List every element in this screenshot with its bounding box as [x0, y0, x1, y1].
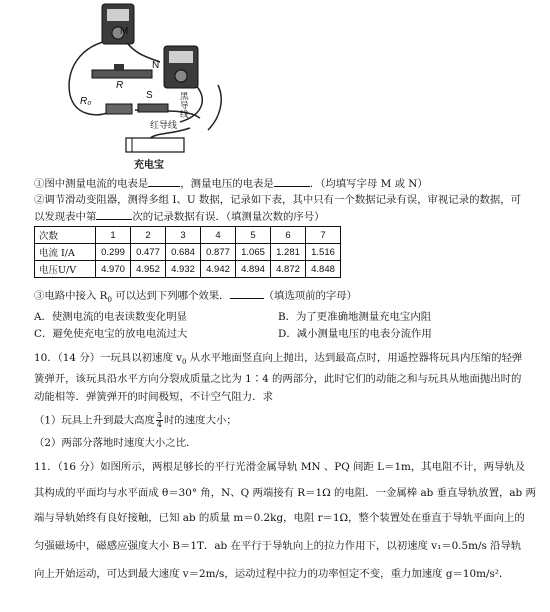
- switch-s: [138, 104, 168, 112]
- label-s: S: [146, 90, 153, 101]
- meter-n-display: [169, 51, 193, 63]
- problem-10-line-3: 动能相等．弹簧弹开的时间极短，不计空气阻力．求: [34, 391, 273, 403]
- table-header-row: [35, 227, 341, 244]
- question-2-line-2: [34, 210, 526, 224]
- table-cell: 4.952: [131, 261, 166, 278]
- q3-subscript: 0: [107, 296, 112, 305]
- problem-10-question-2: （2）两部分落地时速度大小之比．: [34, 437, 197, 449]
- question-2-line-1: ②调节滑动变阻器，测得多组 I、U 数据，记录如下表，其中只有一个数据记录有误，审视记录的数据，可: [34, 194, 522, 206]
- p10-subscript: 0: [182, 358, 187, 367]
- label-black-wire: 黑导线: [180, 91, 189, 119]
- table-row-current: [35, 244, 341, 261]
- table-cell: 1.281: [271, 244, 306, 261]
- table-cell: 4.848: [306, 261, 341, 278]
- p10-text-b: 从水平地面竖直向上抛出，达到最高点时，用遥控器将玩具内压缩的轻弹: [186, 352, 523, 364]
- problem-11-line-3: 端与导轨始终有良好接触，已知 ab 的质量 m＝0.2kg，电阻 r＝1Ω，整个装置处在垂直于导轨平面向上的: [34, 512, 525, 524]
- table-cell: 1.516: [306, 244, 341, 261]
- q1-text: ①图中测量电流的电表是: [34, 178, 149, 190]
- table-cell: 0.477: [131, 244, 166, 261]
- table-row-voltage: [35, 261, 341, 278]
- q1-text-c: ．（均填写字母 M 或 N）: [309, 178, 428, 190]
- answer-blank-voltage-meter[interactable]: [274, 177, 310, 187]
- table-header-cell: 5: [236, 227, 271, 244]
- question-3: [34, 289, 526, 307]
- answer-blank-effect[interactable]: [230, 289, 264, 299]
- p10-q1-text-b: 时的速度大小；: [164, 414, 237, 427]
- table-cell: 0.877: [201, 244, 236, 261]
- q3-text-c: （填选项前的字母）: [263, 290, 358, 302]
- answer-blank-error-record[interactable]: [96, 210, 132, 220]
- problem-10-line-1: [34, 352, 526, 369]
- problem-11-line-2: 其构成的平面均与水平面成 θ＝30° 角，N、Q 两端接有 R＝1Ω 的电阻．一金属棒 ab 垂直导轨放置，ab 两: [34, 487, 536, 499]
- problem-11-line-4: 匀强磁场中，磁感应强度大小 B＝1T．ab 在平行于导轨向上的拉力作用下，以初速度 v₁＝0.5m/s 沿导轨: [34, 540, 522, 552]
- label-power-bank: 充电宝: [134, 160, 164, 171]
- meter-n-dial: [175, 70, 187, 82]
- option-c[interactable]: C．避免使充电宝的放电电流过大: [34, 328, 188, 340]
- table-cell: 0.684: [166, 244, 201, 261]
- rheostat: [92, 70, 152, 78]
- q2-text-b: 以发现表中第: [34, 211, 97, 223]
- fraction-three-quarters: [156, 412, 163, 429]
- table-header-cell: 次数: [35, 227, 96, 244]
- option-b[interactable]: B．为了更准确地测量充电宝内阻: [278, 311, 432, 323]
- answer-blank-current-meter[interactable]: [148, 177, 180, 187]
- q2-text-c: 次的记录数据有误．（填测量次数的序号）: [132, 211, 325, 223]
- q1-text-b: ，测量电压的电表是: [180, 178, 274, 190]
- option-a[interactable]: A．使测电流的电表读数变化明显: [34, 311, 187, 323]
- label-r: R: [116, 80, 124, 91]
- table-cell: 4.970: [96, 261, 131, 278]
- p10-q1-text-a: （1）玩具上升到最大高度: [34, 414, 155, 427]
- label-n: N: [152, 60, 160, 71]
- table-header-cell: 7: [306, 227, 341, 244]
- label-m: M: [120, 26, 129, 37]
- problem-10-line-2: 簧弹开，该玩具沿水平方向分裂成质量之比为 1∶4 的两部分，此时它们的动能之和与玩具从地面抛出时的: [34, 373, 522, 385]
- table-header-cell: 6: [271, 227, 306, 244]
- circuit-diagram: [40, 0, 300, 172]
- table-header-cell: 4: [201, 227, 236, 244]
- power-bank: [126, 138, 184, 152]
- q3-text-a: ③电路中接入 R: [34, 290, 108, 302]
- table-cell: 4.872: [271, 261, 306, 278]
- table-cell: 4.942: [201, 261, 236, 278]
- fraction-numerator: 3: [156, 411, 163, 420]
- resistor-r0: [106, 104, 132, 114]
- table-header-cell: 2: [131, 227, 166, 244]
- rheostat-slider: [114, 64, 124, 70]
- table-header-cell: 3: [166, 227, 201, 244]
- problem-11-line-1: 11．（16 分）如图所示，两根足够长的平行光滑金属导轨 MN 、PQ 间距 L＝1m，其电阻不计，两导轨及: [34, 461, 526, 473]
- meter-m-display: [107, 9, 129, 21]
- label-r0: R₀: [80, 96, 92, 107]
- table-cell: 4.894: [236, 261, 271, 278]
- problem-10-question-1: [34, 412, 526, 429]
- wire-black: [208, 85, 221, 130]
- row-label-voltage: 电压U/V: [35, 261, 96, 278]
- question-1: [34, 177, 526, 191]
- option-d[interactable]: D．减小测量电压的电表分流作用: [278, 328, 432, 340]
- circuit-figure: [40, 0, 300, 172]
- row-label-current: 电流 I/A: [35, 244, 96, 261]
- fraction-denominator: 4: [156, 420, 163, 429]
- table-cell: 4.932: [166, 261, 201, 278]
- problem-11-line-5: 向上开始运动，可达到最大速度 v＝2m/s，运动过程中拉力的功率恒定不变，重力加速度 g＝10m/s²．: [34, 568, 510, 580]
- q3-text-b: 可以达到下列哪个效果．: [111, 290, 230, 302]
- table-header-cell: 1: [96, 227, 131, 244]
- p10-text-a: 10．（14 分）一玩具以初速度 v: [34, 352, 183, 364]
- label-red-wire: 红导线: [150, 120, 178, 130]
- table-cell: 1.065: [236, 244, 271, 261]
- record-table: [34, 226, 341, 278]
- table-cell: 0.299: [96, 244, 131, 261]
